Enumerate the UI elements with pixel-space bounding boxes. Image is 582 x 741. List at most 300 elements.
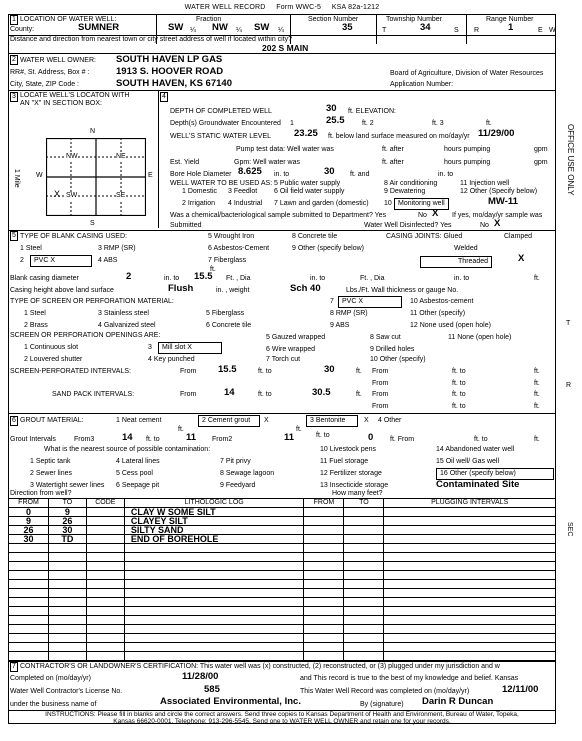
plugging-cell [384,508,556,517]
log-header-plugging: PLUGGING INTERVALS [384,499,556,508]
log-code-cell [86,625,124,634]
log-to-cell [48,589,86,598]
contamination-value: Contaminated Site [436,479,520,490]
static-label: WELL'S STATIC WATER LEVEL [170,133,272,140]
address-label: RR#, St. Address, Box # : [10,69,90,76]
plug-from-cell [304,625,344,634]
plug-from-cell [304,517,344,526]
plugging-cell [384,517,556,526]
ne-label: NE [116,153,126,160]
grout-ft-a: ft. [178,426,184,433]
county-label: County: [10,26,35,33]
log-lith-cell: END OF BOREHOLE [124,535,304,544]
contam-lateral[interactable]: 4 Lateral lines [116,458,160,465]
sand-label: SAND PACK INTERVALS: [52,391,135,398]
contam-privy[interactable]: 7 Pit privy [220,458,251,465]
log-from-cell [9,625,49,634]
bore-label: Bore Hole Diameter [170,171,232,178]
table-row [9,508,556,517]
plug-to-cell [344,544,384,553]
table-row [9,643,556,652]
contamination-label: What is the nearest source of possible contamination: [44,446,211,453]
sand-from-3: From [372,403,389,410]
plug-to-cell [344,589,384,598]
log-lith-cell: CLAY W SOME SILT [124,508,304,517]
yield-gpm: Gpm: Well water was [234,159,300,166]
casing-2[interactable]: 2 [20,257,24,264]
log-to-cell [48,562,86,571]
screen-rmp[interactable]: 8 RMP (SR) [330,310,368,317]
log-lith-cell [124,571,304,580]
opening-drilled[interactable]: 9 Drilled holes [370,346,415,353]
range-value: 1 [508,22,514,33]
section-2-number: 2 [12,56,16,63]
use-other[interactable]: 12 Other (Specify below) [460,188,538,195]
use-domestic[interactable]: 1 Domestic [182,188,218,195]
casing-ft: ft. [210,266,216,273]
well-location-mark: X [54,189,61,199]
screen-asbestos[interactable]: 10 Asbestos-cement [410,298,474,305]
use-oilfield[interactable]: 6 Oil field water supply [274,188,345,195]
chem-label: Was a chemical/bacteriological sample submitted to Department? Yes [170,212,387,219]
contam-seepage[interactable]: 6 Seepage pit [116,482,160,489]
log-header-plug-to: TO [344,499,384,508]
log-code-cell [86,571,124,580]
quarter-mark: ¼ [190,27,196,34]
log-code-cell [86,652,124,661]
grout-3-ft-to: ft. to [474,436,488,443]
log-lith-cell [124,598,304,607]
plug-from-cell [304,580,344,589]
use-dewatering[interactable]: 9 Dewatering [384,188,426,195]
log-lith-cell [124,562,304,571]
pump-gpm: gpm [534,146,548,153]
log-from-cell [9,571,49,580]
static-date: 11/29/00 [478,128,515,139]
log-to-cell [48,607,86,616]
weight-value: Sch 40 [290,283,321,294]
casing-label: TYPE OF BLANK CASING USED: [20,233,127,240]
opening-key[interactable]: 4 Key punched [148,356,195,363]
grout-2-ft-to: ft. to [316,432,330,439]
log-code-cell [86,544,124,553]
contam-septic[interactable]: 1 Septic tank [30,458,71,465]
grout-3-ft: ft. [534,436,540,443]
sand-ft-to: ft. to [258,391,272,398]
bcd-in-to-2: in. to [454,275,470,282]
use-monitoring-well[interactable]: Monitoring well [394,198,449,210]
plugging-cell [384,607,556,616]
contam-sewer[interactable]: 2 Sewer lines [30,470,73,477]
casing-other[interactable]: 9 Other (specify below) [292,245,364,252]
section-1-number: 1 [12,16,16,23]
spi-label: SCREEN-PERFORATED INTERVALS: [10,368,131,375]
yield-hours: hours pumping [444,159,491,166]
chem-x: X [432,208,439,219]
lbs-label: Lbs./Ft. Wall thickness or gauge No. [346,287,459,294]
screen-7[interactable]: 7 [330,298,334,305]
log-code-cell [86,508,124,517]
section-grid-svg [46,138,146,216]
office-use-label: OFFICE USE ONLY [566,124,575,196]
lithologic-log-table [8,498,556,661]
spi-from-2: From [372,368,389,375]
gw-2-label: ft. 2 [362,120,374,127]
log-from-cell [9,652,49,661]
spi-from: From [180,368,197,375]
grout-2-from: 11 [284,432,295,443]
gw-1-value: 25.5 [326,115,345,126]
height-value: Flush [168,283,194,294]
bcd-to: in. to [164,275,180,282]
log-header-code: CODE [86,499,124,508]
contam-watertight[interactable]: 3 Watertight sewer lines [30,482,105,489]
section-5-number: 5 [12,232,16,239]
depth-label: DEPTH OF COMPLETED WELL [170,108,272,115]
log-code-cell [86,616,124,625]
instructions-line-1: INSTRUCTIONS: Please fill in blanks and circle the correct answers. Send three copies to Kansas Department of Health and Environment, Bureau of Water, Topeka, [45,711,519,718]
plug-from-cell [304,634,344,643]
log-to-cell [48,544,86,553]
spi-ft-to: ft. to [258,368,272,375]
sand-to-2: ft. to [452,391,466,398]
gw-label: Depth(s) Groundwater Encountered [170,120,281,127]
grout-3-from: ft. From [390,436,415,443]
plug-to-cell [344,616,384,625]
gw-1-label: 1 [290,120,294,127]
log-code-cell [86,562,124,571]
joint-x: X [518,253,525,264]
sand-from: From [180,391,197,398]
log-lith-cell: SILTY SAND [124,526,304,535]
sw-label: SW [66,192,78,199]
depth-value: 30 [326,103,337,114]
static-value: 23.25 [294,128,318,139]
south-label: S [90,220,95,227]
spi-to-value: 30 [324,364,335,375]
log-lith-cell [124,634,304,643]
use-injection[interactable]: 11 Injection well [460,180,510,187]
range-w: W [549,27,556,34]
bcd-ft-dia: Ft. , Dia [226,275,251,282]
plug-to-cell [344,580,384,589]
use-feedlot[interactable]: 3 Feedlot [228,188,258,195]
pump-hours: hours pumping [444,146,491,153]
well-record-form [8,4,556,737]
log-from-cell [9,634,49,643]
plug-from-cell [304,562,344,571]
use-industrial[interactable]: 4 Industrial [228,200,263,207]
log-from-cell: 26 [9,526,49,535]
range-e: E [538,27,543,34]
opening-none[interactable]: 11 None (open hole) [448,334,512,341]
form-header [8,4,556,11]
table-row [9,535,556,544]
bcd-in-to: in. to [310,275,326,282]
screen-none[interactable]: 12 None used (open hole) [410,322,491,329]
use-10[interactable]: 10 [384,200,392,207]
fraction-1: SW [168,22,184,33]
static-tail: ft. below land surface measured on mo/day/yr [328,133,470,140]
plug-from-cell [304,616,344,625]
certification-text: CONTRACTOR'S OR LANDOWNER'S CERTIFICATION: This water well was (x) constructed, (2) reconstructed, or (3) plugged under my jurisdiction and w [20,663,500,670]
log-lith-cell [124,625,304,634]
plugging-cell [384,589,556,598]
side-t-label: T [566,320,571,327]
disinfected-x: X [494,218,501,229]
form-number: Form WWC-5 [276,4,322,11]
business-label: under the business name of [10,701,97,708]
bore-value: 8.625 [238,166,262,177]
screen-stainless[interactable]: 3 Stainless steel [98,310,149,317]
grout-ft-b: ft. [296,426,302,433]
opening-other[interactable]: 10 Other (specify) [370,356,426,363]
log-to-cell: TD [48,535,86,544]
screen-abs[interactable]: 9 ABS [330,322,350,329]
table-row [9,544,556,553]
use-public[interactable]: 5 Public water supply [274,180,341,187]
log-to-cell: 30 [48,526,86,535]
log-header-row [9,499,556,508]
license-value: 585 [204,684,220,695]
log-code-cell [86,634,124,643]
casing-concrete[interactable]: 8 Concrete tile [292,233,338,240]
grout-from2: From2 [212,436,233,443]
plugging-cell [384,553,556,562]
contam-abandoned[interactable]: 14 Abandoned water well [436,446,515,453]
grout-cement[interactable]: 2 Cement grout [198,415,260,427]
contam-other[interactable]: 16 Other (specify below) [436,468,554,480]
log-to-cell: 26 [48,517,86,526]
screen-other[interactable]: 11 Other (specify) [410,310,466,317]
business-value: Associated Environmental, Inc. [160,696,301,707]
joint-welded[interactable]: Welded [454,245,478,252]
log-lith-cell [124,580,304,589]
log-to-cell [48,571,86,580]
gw-3-label: ft. 3 [432,120,444,127]
opening-saw[interactable]: 8 Saw cut [370,334,401,341]
plug-to-cell [344,598,384,607]
plug-from-cell [304,607,344,616]
quarter-mark: ¼ [278,27,284,34]
submitted-label: Submitted [170,222,202,229]
quarter-mark: ¼ [236,27,242,34]
disinfected-label: Water Well Disinfected? Yes [364,222,452,229]
log-to-cell [48,643,86,652]
plug-to-cell [344,517,384,526]
section-number-value: 35 [342,22,353,33]
plug-to-cell [344,535,384,544]
log-from-cell [9,616,49,625]
log-code-cell [86,643,124,652]
plug-from-cell [304,598,344,607]
chem-if-yes: If yes, mo/day/yr sample was [452,212,543,219]
plugging-cell [384,562,556,571]
use-label: WELL WATER TO BE USED AS: [170,180,273,187]
contam-fertilizer[interactable]: 12 Fertilizer storage [320,470,382,477]
openings-label: SCREEN OR PERFORATION OPENINGS ARE: [10,332,161,339]
plug-to-cell [344,625,384,634]
log-lith-cell [124,589,304,598]
completed-label: Completed on (mo/day/yr) [10,675,91,682]
log-from-cell [9,544,49,553]
screen-fiberglass[interactable]: 5 Fiberglass [206,310,245,317]
opening-torch[interactable]: 7 Torch cut [266,356,301,363]
spi-to-2: ft. to [452,368,466,375]
log-code-cell [86,607,124,616]
table-row [9,589,556,598]
joint-clamped[interactable]: Clamped [504,233,533,240]
locate-label: LOCATE WELL'S LOCATON WITH [20,92,130,99]
casing-pvc[interactable]: PVC X [30,255,92,267]
contam-livestock[interactable]: 10 Livestock pens [320,446,377,453]
plug-from-cell [304,553,344,562]
log-header-from: FROM [9,499,49,508]
city-label: City, State, ZIP Code : [10,81,79,88]
log-from-cell: 30 [9,535,49,544]
section-grid[interactable] [46,138,146,216]
plug-from-cell [304,544,344,553]
grout-1-from: 14 [122,432,133,443]
bcd-ft-dia-2: Ft. , Dia [360,275,385,282]
county-value: SUMNER [78,22,120,33]
record-completed-value: 12/11/00 [502,684,539,695]
plug-to-cell [344,643,384,652]
gw-ft: ft. [486,120,492,127]
plugging-cell [384,616,556,625]
height-label: Casing height above land surface [10,287,114,294]
opening-wire[interactable]: 6 Wire wrapped [266,346,316,353]
casing-asbestos[interactable]: 6 Asbestos-Cement [208,245,270,252]
log-from-cell [9,562,49,571]
west-label: W [36,172,43,179]
township-value: 34 [420,22,431,33]
screen-concrete[interactable]: 6 Concrete tile [206,322,252,329]
contam-oil-gas[interactable]: 15 Oil well/ Gas well [436,458,500,465]
elevation-label: ft. ELEVATION: [348,108,396,115]
contam-fuel[interactable]: 11 Fuel storage [320,458,369,465]
fraction-2: NW [212,22,228,33]
sand-to-3: ft. to [452,403,466,410]
use-irrigation[interactable]: 2 Irrigation [182,200,216,207]
log-to-cell [48,634,86,643]
yield-label: Est. Yield [170,159,200,166]
casing-wrought-iron[interactable]: 5 Wrought Iron [208,233,255,240]
log-header-to: TO [48,499,86,508]
table-row [9,526,556,535]
casing-rmp[interactable]: 3 RMP (SR) [98,245,136,252]
log-from-cell [9,580,49,589]
application-label: Application Number: [390,81,454,88]
screen-pvc[interactable]: PVC X [338,296,402,308]
grout-1-to: 11 [186,432,197,443]
locate-label-2: AN "X" IN SECTION BOX: [20,100,102,107]
distance-value: 202 S MAIN [262,43,309,53]
screen-brass[interactable]: 2 Brass [24,322,48,329]
casing-fiberglass[interactable]: 7 Fiberglass [208,257,247,264]
spi-from-value: 15.5 [218,364,237,375]
plugging-cell [384,580,556,589]
side-sec-label: SEC [566,522,573,537]
distance-label: Distance and direction from nearest town or city street address of well if located within city? [10,36,293,43]
table-row [9,598,556,607]
log-from-cell: 9 [9,517,49,526]
opening-louvered[interactable]: 2 Louvered shutter [24,356,83,363]
log-lith-cell [124,607,304,616]
sand-ft-3: ft. [534,403,540,410]
log-code-cell [86,535,124,544]
grout-neat[interactable]: 1 Neat cement [116,417,162,424]
table-row [9,616,556,625]
log-lith-cell [124,652,304,661]
grout-other[interactable]: 4 Other [378,417,402,424]
grout-bentonite[interactable]: 3 Bentonite [306,415,358,427]
table-row [9,607,556,616]
grout-x-1: X [264,417,269,424]
grout-label: GROUT MATERIAL: [20,417,84,424]
screen-galvanized[interactable]: 4 Galvanized steel [98,322,156,329]
log-code-cell [86,580,124,589]
casing-abs[interactable]: 4 ABS [98,257,118,264]
city-value: SOUTH HAVEN, KS 67140 [116,78,232,89]
pump-label: Pump test data: Well water was [236,146,334,153]
sand-ft-2: ft. [534,391,540,398]
how-many-feet-label: How many feet? [332,490,383,497]
log-to-cell [48,625,86,634]
contam-insecticide[interactable]: 13 Insecticide storage [320,482,389,489]
casing-steel[interactable]: 1 Steel [20,245,42,252]
contam-lagoon[interactable]: 8 Sewage lagoon [220,470,275,477]
side-r-label: R [566,382,572,389]
signature-label: By (signature) [360,701,404,708]
sand-to-value: 30.5 [312,387,331,398]
spi-to-3: ft. to [452,380,466,387]
log-from-cell [9,598,49,607]
use-air[interactable]: 8 Air conditioning [384,180,438,187]
township-label: Township Number [386,16,443,23]
joint-threaded[interactable]: Threaded [420,256,492,268]
yield-gpm-2: gpm [534,159,548,166]
log-to-cell [48,652,86,661]
grout-intervals-label: Grout Intervals [10,436,56,443]
north-label: N [90,128,96,135]
plugging-cell [384,544,556,553]
screen-steel[interactable]: 1 Steel [24,310,46,317]
east-label: E [148,172,153,179]
form-title: WATER WELL RECORD [184,4,266,11]
log-from-cell [9,607,49,616]
use-lawn[interactable]: 7 Lawn and garden (domestic) [274,200,369,207]
grout-from3: From3 [74,436,95,443]
bore-and: ft. and [350,171,370,178]
log-to-cell [48,616,86,625]
opening-gauzed[interactable]: 5 Gauzed wrapped [266,334,326,341]
opening-continuous[interactable]: 1 Continuous slot [24,344,79,351]
mile-label: 1 Mile [13,169,20,188]
log-lith-cell: CLAYEY SILT [124,517,304,526]
opening-3[interactable]: 3 [148,344,152,351]
contam-cess[interactable]: 5 Cess pool [116,470,153,477]
section-6-number: 6 [12,417,16,424]
table-row [9,562,556,571]
contam-feedyard[interactable]: 9 Feedyard [220,482,256,489]
plug-to-cell [344,607,384,616]
direction-label: Direction from well? [10,490,72,497]
log-code-cell [86,598,124,607]
opening-mill-slot[interactable]: Mill slot X [158,342,222,354]
fraction-3: SW [254,22,270,33]
form-ksa: KSA 82a-1212 [331,4,380,11]
